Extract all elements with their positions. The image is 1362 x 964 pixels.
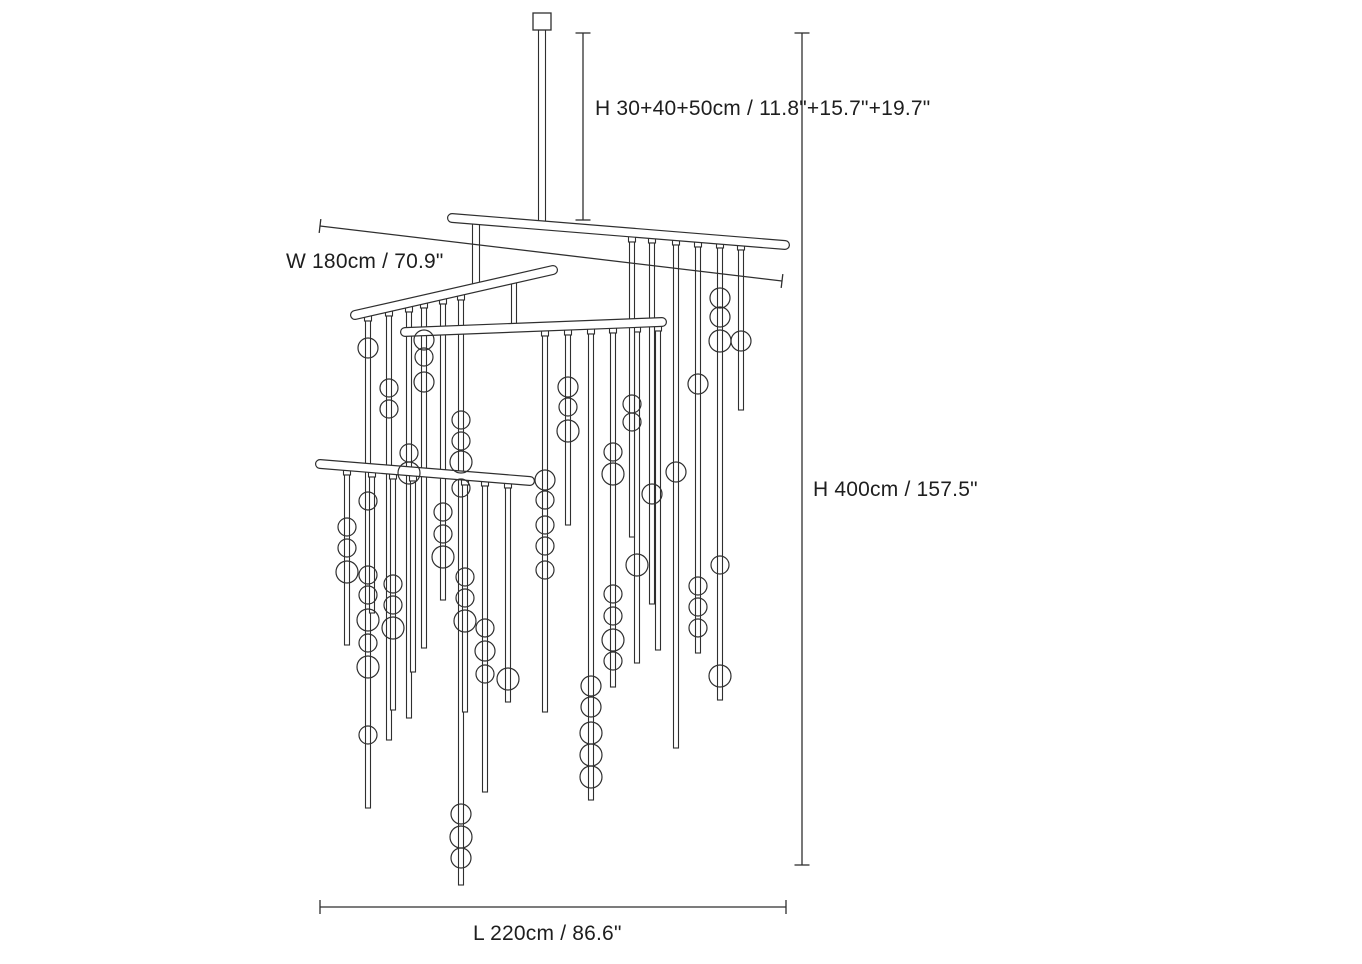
rod: [345, 475, 350, 645]
support-tube: [512, 280, 517, 328]
rod: [441, 304, 446, 600]
rod: [650, 243, 655, 604]
rod: [543, 336, 548, 712]
rod: [422, 308, 427, 648]
rod: [463, 485, 468, 712]
rod: [674, 245, 679, 748]
rod: [718, 248, 723, 700]
support-tube: [539, 30, 546, 226]
support-tube: [473, 221, 480, 287]
rod: [611, 333, 616, 687]
label-width: W 180cm / 70.9": [286, 250, 444, 273]
bar-fill: [355, 270, 553, 315]
rod: [411, 481, 416, 672]
bar-fill: [452, 218, 785, 245]
rod: [483, 486, 488, 792]
rod: [635, 332, 640, 663]
rod: [630, 242, 635, 537]
label-length: L 220cm / 86.6": [473, 922, 622, 945]
dimension-end-tick: [781, 274, 783, 288]
rod: [506, 488, 511, 702]
rod: [391, 479, 396, 710]
rod: [656, 331, 661, 650]
rod: [370, 477, 375, 613]
rod: [566, 335, 571, 525]
rod: [696, 247, 701, 653]
dimension-end-tick: [319, 219, 321, 233]
label-suspension-height: H 30+40+50cm / 11.8"+15.7"+19.7": [595, 97, 931, 120]
label-total-height: H 400cm / 157.5": [813, 478, 978, 501]
rod: [739, 250, 744, 410]
ceiling-canopy: [533, 13, 551, 30]
rod: [589, 334, 594, 800]
